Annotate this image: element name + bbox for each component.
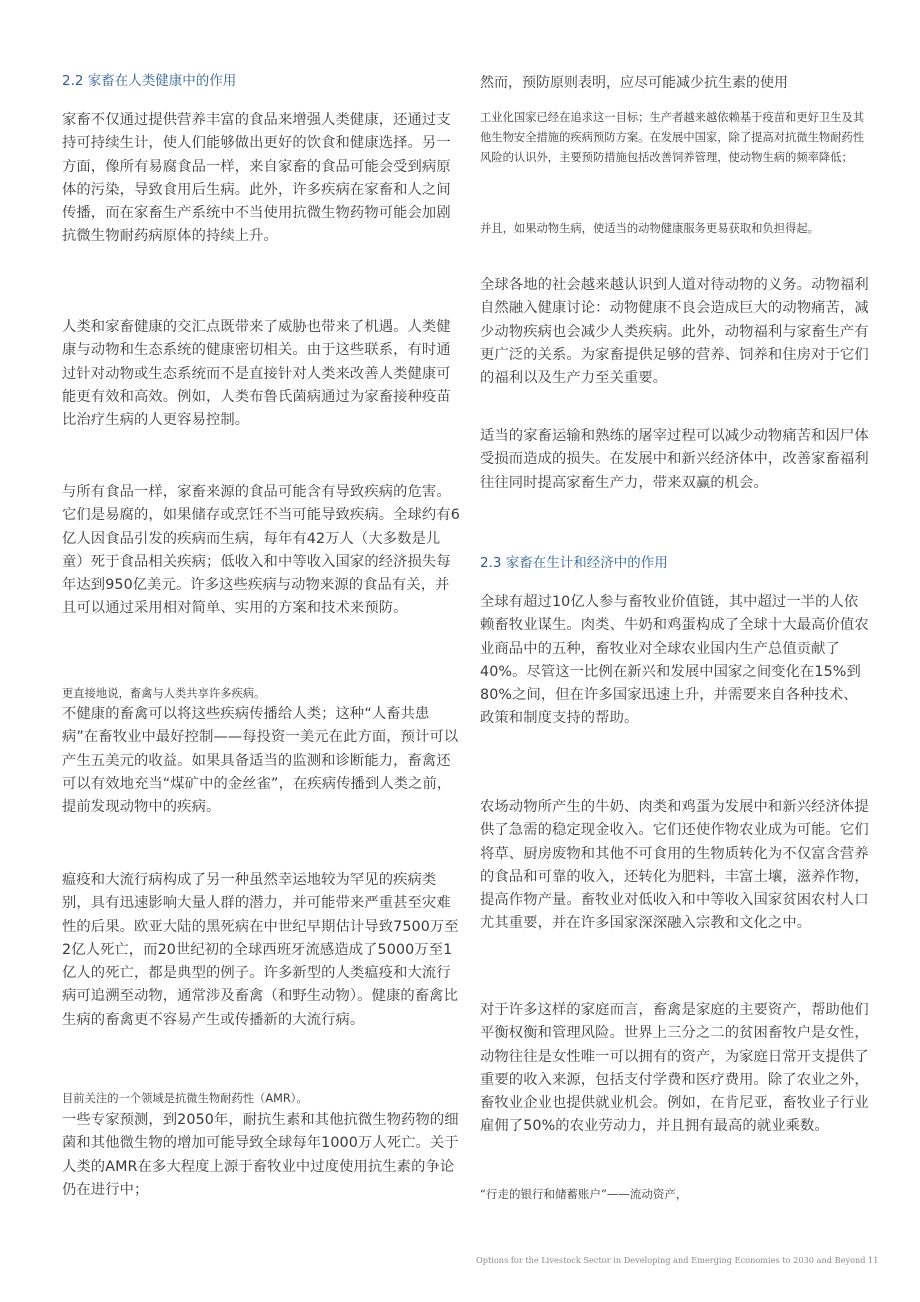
- paragraph-human-livestock-intersection: 人类和家畜健康的交汇点既带来了威胁也带来了机遇。人类健康与动物和生态系统的健康密切相关。由于这些联系，有时通过针对动物或生态系统而不是直接针对人类来改善人类健康可能更有效和高效。例如，人类布鲁氏菌病通过为家畜接种疫苗比治疗生病的人更容易控制。: [62, 319, 451, 429]
- lead-shared-diseases: 更直接地说，畜禽与人类共享许多疾病。: [62, 687, 266, 700]
- paragraph-animal-health-services: 并且，如果动物生病，使适当的动物健康服务更易获取和负担得起。: [480, 222, 819, 235]
- paragraph-livestock-health: 家畜不仅通过提供营养丰富的食品来增强人类健康，还通过支持可持续生计，使人们能够做出更好的饮食和健康选择。另一方面，像所有易腐食品一样，来自家畜的食品可能会受到病原体的污染，导致食用后生病。此外，许多疾病在家畜和人之间传播，而在家畜生产系统中不当使用抗微生物药物可能会加剧抗微生物耐药病原体的持续上升。: [62, 112, 451, 245]
- page-number: 11: [868, 1255, 879, 1265]
- footer-report-title: Options for the Livestock Sector in Developing and Emerging Economies to 2030 and Beyond: [476, 1255, 866, 1265]
- paragraph-amr: 一些专家预测，到2050年，耐抗生素和其他抗微生物药物的细菌和其他微生物的增加可能导致全球每年1000万人死亡。关于人类的AMR在多大程度上源于畜牧业中过度使用抗生素的争论仍在进行中；: [62, 1112, 459, 1198]
- paragraph-food-hazards: 与所有食品一样，家畜来源的食品可能含有导致疾病的危害。它们是易腐的，如果储存或烹饪不当可能导致疾病。全球约有6亿人因食品引发的疾病而生病，每年有42万人（大多数是儿童）死于食品相关疾病；低收入和中等收入国家的经济损失每年达到950亿美元。许多这些疾病与动物来源的食品有关，并且可以通过采用相对简单、实用的方案和技术来预防。: [62, 484, 460, 617]
- section-heading-2-3: 2.3 家畜在生计和经济中的作用: [480, 555, 668, 571]
- paragraph-value-chain: 全球有超过10亿人参与畜牧业价值链，其中超过一半的人依赖畜牧业谋生。肉类、牛奶和鸡蛋构成了全球十大最高价值农业商品中的五种，畜牧业对全球农业国内生产总值贡献了40%。尽管这一比例在新兴和发展中国家之间变化在15%到80%之间，但在许多国家迅速上升，并需要来自各种技术、政策和制度支持的帮助。: [480, 594, 869, 727]
- paragraph-household-assets: 对于许多这样的家庭而言，畜禽是家庭的主要资产，帮助他们平衡权衡和管理风险。世界上三分之二的贫困畜牧户是女性，动物往往是女性唯一可以拥有的资产，为家庭日常开支提供了重要的收入来源，包括支付学费和医疗费用。除了农业之外，畜牧业企业也提供就业机会。例如，在肯尼亚，畜牧业子行业雇佣了50%的农业劳动力，并且拥有最高的就业乘数。: [480, 1002, 869, 1135]
- quote-walking-bank: “行走的银行和储蓄账户”——流动资产，: [480, 1187, 688, 1201]
- paragraph-zoonoses: 不健康的畜禽可以将这些疾病传播给人类；这种“人畜共患病”在畜牧业中最好控制——每投资一美元在此方面，预计可以产生五美元的收益。如果具备适当的监测和诊断能力，畜禽还可以有效地充当“煤矿中的金丝雀”，在疾病传播到人类之前，提前发现动物中的疾病。: [62, 706, 459, 816]
- paragraph-cash-income: 农场动物所产生的牛奶、肉类和鸡蛋为发展中和新兴经济体提供了急需的稳定现金收入。它们还使作物农业成为可能。它们将草、厨房废物和其他不可食用的生物质转化为不仅富含营养的食品和可靠的收入，还转化为肥料，丰富土壤，滋养作物，提高作物产量。畜牧业对低收入和中等收入国家贫困农村人口尤其重要，并在许多国家深深融入宗教和文化之中。: [480, 799, 869, 932]
- lead-precautionary-principle: 然而，预防原则表明，应尽可能减少抗生素的使用: [480, 75, 788, 91]
- paragraph-animal-welfare: 全球各地的社会越来越认识到人道对待动物的义务。动物福利自然融入健康讨论：动物健康不良会造成巨大的动物痛苦，减少动物疾病也会减少人类疾病。此外，动物福利与家畜生产有更广泛的关系。为家畜提供足够的营养、饲养和住房对于它们的福利以及生产力至关重要。: [480, 277, 869, 387]
- lead-amr: 目前关注的一个领域是抗微生物耐药性（AMR）。: [62, 1092, 308, 1105]
- section-heading-2-2: 2.2 家畜在人类健康中的作用: [62, 73, 237, 89]
- paragraph-industrialized-prevention: 工业化国家已经在追求这一目标；生产者越来越依赖基于疫苗和更好卫生及其他生物安全措施的疾病预防方案。在发展中国家，除了提高对抗微生物耐药性风险的认识外，主要预防措施包括改善饲养管理，使动物生病的频率降低；: [480, 111, 865, 164]
- paragraph-transport-slaughter: 适当的家畜运输和熟练的屠宰过程可以减少动物痛苦和因尸体受损而造成的损失。在发展中和新兴经济体中，改善家畜福利往往同时提高家畜生产力，带来双赢的机会。: [480, 428, 869, 491]
- paragraph-pandemics: 瘟疫和大流行病构成了另一种虽然幸运地较为罕见的疾病类别，具有迅速影响大量人群的潜力，并可能带来严重甚至灾难性的后果。欧亚大陆的黑死病在中世纪早期估计导致7500万至2亿人死亡，而20世纪初的全球西班牙流感造成了5000万至1亿人的死亡，都是典型的例子。许多新型的人类瘟疫和大流行病可追溯至动物，通常涉及畜禽（和野生动物）。健康的畜禽比生病的畜禽更不容易产生或传播新的大流行病。: [62, 872, 459, 1028]
